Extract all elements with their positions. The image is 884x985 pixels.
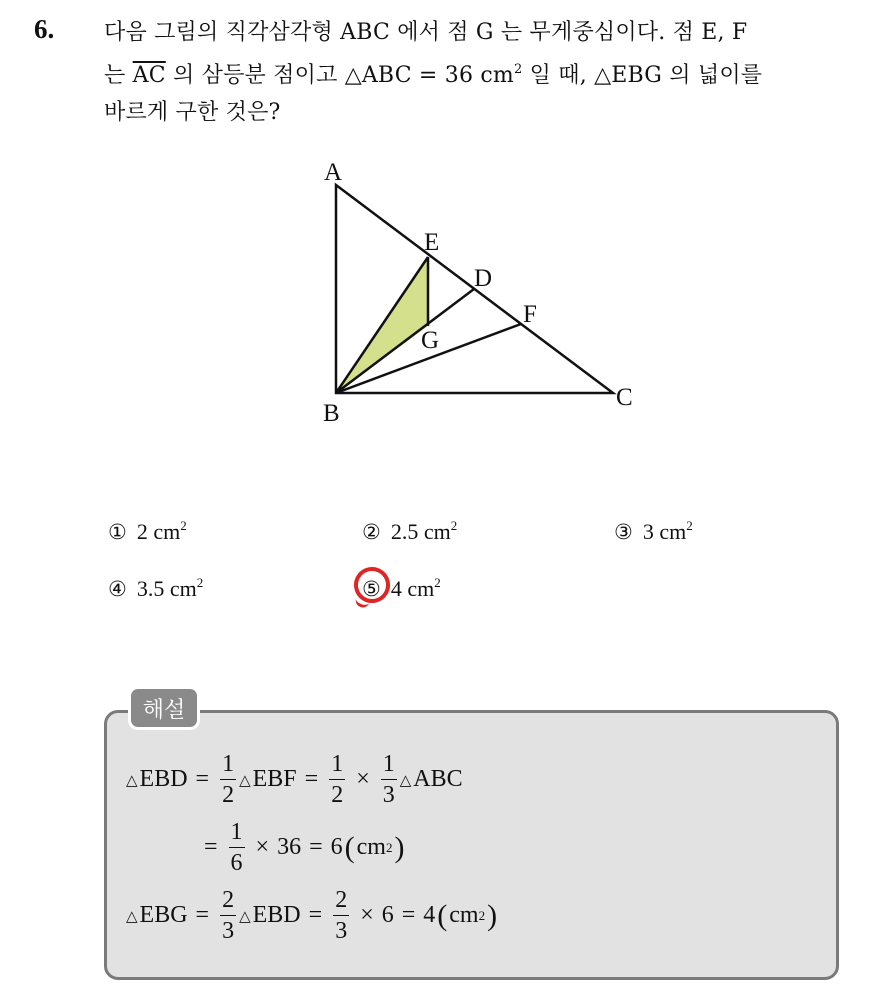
label-a: A bbox=[324, 159, 343, 186]
choice-4[interactable]: ④ 3.5 $cm^2$ bbox=[108, 575, 204, 601]
label-c: C bbox=[616, 384, 633, 411]
solution-tab: 해설 bbox=[128, 686, 200, 730]
choice-3[interactable]: ③ 3 $cm^2$ bbox=[614, 518, 693, 544]
choice-2[interactable]: ② 2.5 $cm^2$ bbox=[362, 518, 458, 544]
segment-ac: $\overline{AC}$ bbox=[132, 63, 166, 88]
question-line-2: 는 $\overline{AC}$ 의 삼등분 점이고 △ABC = 36 $cm^2$ 일 때, △EBG 의 넓이를 bbox=[104, 62, 763, 88]
solution-row-3: △ EBG = $\frac{2}{3}$ △ EBD = $\frac{2}{3}$ × 6 = 4 ( cm 2 ) bbox=[126, 887, 498, 944]
label-g: G bbox=[421, 327, 440, 354]
solution-row-2: = $\frac{1}{6}$ × 36 = 6 ( cm 2 ) bbox=[204, 819, 405, 876]
solution-row-1: △ EBD = $\frac{1}{2}$ △ EBF = $\frac{1}{2}$ × $\frac{1}{3}$ △ ABC bbox=[126, 751, 463, 808]
label-e: E bbox=[424, 229, 440, 256]
choice-5[interactable]: ⑤ 4 $cm^2$ bbox=[362, 575, 441, 601]
label-f: F bbox=[523, 301, 537, 328]
label-b: B bbox=[323, 400, 340, 427]
label-d: D bbox=[474, 265, 493, 292]
choice-1[interactable]: ① 2 $cm^2$ bbox=[108, 518, 187, 544]
question-line-3: 바르게 구한 것은? bbox=[104, 100, 281, 125]
question-number: 6. bbox=[34, 14, 55, 44]
question-line-1: 다음 그림의 직각삼각형 ABC 에서 점 G 는 무게중심이다. 점 E, F bbox=[104, 20, 748, 45]
